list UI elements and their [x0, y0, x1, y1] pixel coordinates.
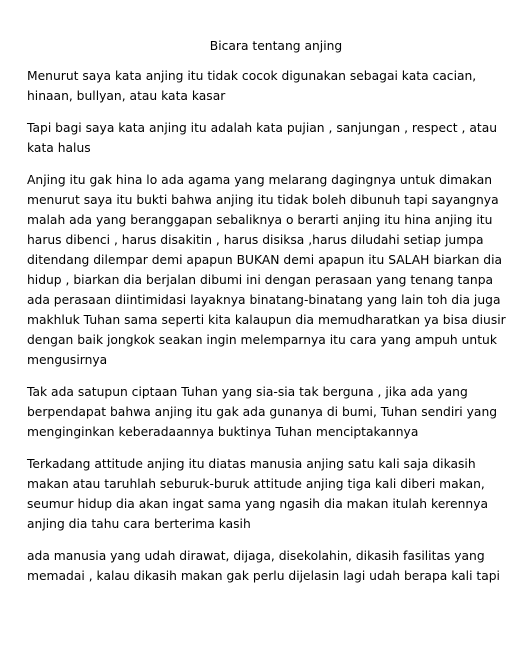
paragraph-line: Tak ada satupun ciptaan Tuhan yang sia-sia tak berguna , jika ada yang [27, 385, 468, 399]
paragraph-line: hinaan, bullyan, atau kata kasar [27, 89, 226, 103]
paragraph-line: Terkadang attitude anjing itu diatas manusia anjing satu kali saja dikasih [27, 457, 476, 471]
paragraph-line: Menurut saya kata anjing itu tidak cocok digunakan sebagai kata cacian, [27, 69, 477, 83]
paragraph-line: Tapi bagi saya kata anjing itu adalah kata pujian , sanjungan , respect , atau [27, 121, 498, 135]
paragraph-6 [27, 546, 513, 586]
document-title: Bicara tentang anjing [209, 39, 343, 53]
paragraph-line: kata halus [27, 141, 91, 155]
paragraph-line: memadai , kalau dikasih makan gak perlu dijelasin lagi udah berapa kali tapi [27, 569, 500, 583]
paragraph-3 [27, 170, 513, 370]
paragraph-line: anjing dia tahu cara berterima kasih [27, 517, 251, 531]
paragraph-line: malah ada yang beranggapan sebaliknya o berarti anjing itu hina anjing itu [27, 213, 493, 227]
paragraph-line: menginginkan keberadaannya buktinya Tuhan menciptakannya [27, 425, 419, 439]
paragraph-line: harus dibenci , harus disakitin , harus disiksa ,harus diludahi setiap jumpa [27, 233, 484, 247]
paragraph-line: seumur hidup dia akan ingat sama yang ngasih dia makan itulah kerennya [27, 497, 489, 511]
paragraph-line: mengusirnya [27, 353, 108, 367]
paragraph-line: ada perasaan diintimidasi layaknya binatang-binatang yang lain toh dia juga [27, 293, 501, 307]
paragraph-1 [27, 66, 513, 106]
paragraph-line: ada manusia yang udah dirawat, dijaga, disekolahin, dikasih fasilitas yang [27, 549, 485, 563]
paragraph-line: menurut saya itu bukti bahwa anjing itu tidak boleh dibunuh tapi sayangnya [27, 193, 499, 207]
paragraph-5 [27, 454, 513, 534]
paragraph-line: Anjing itu gak hina lo ada agama yang melarang dagingnya untuk dimakan [27, 173, 493, 187]
paragraph-line: makan atau taruhlah seburuk-buruk attitude anjing tiga kali diberi makan, [27, 477, 485, 491]
paragraph-4 [27, 382, 513, 442]
paragraph-line: dengan baik jongkok seakan ingin melemparnya itu cara yang ampuh untuk [27, 333, 497, 347]
paragraph-line: berpendapat bahwa anjing itu gak ada gunanya di bumi, Tuhan sendiri yang [27, 405, 498, 419]
paragraph-2 [27, 118, 513, 158]
paragraph-line: hidup , biarkan dia berjalan dibumi ini dengan perasaan yang tenang tanpa [27, 273, 494, 287]
paragraph-line: ditendang dilempar demi apapun BUKAN demi apapun itu SALAH biarkan dia [27, 253, 503, 267]
paragraph-line: makhluk Tuhan sama seperti kita kalaupun dia memudharatkan ya bisa diusir [27, 313, 506, 327]
